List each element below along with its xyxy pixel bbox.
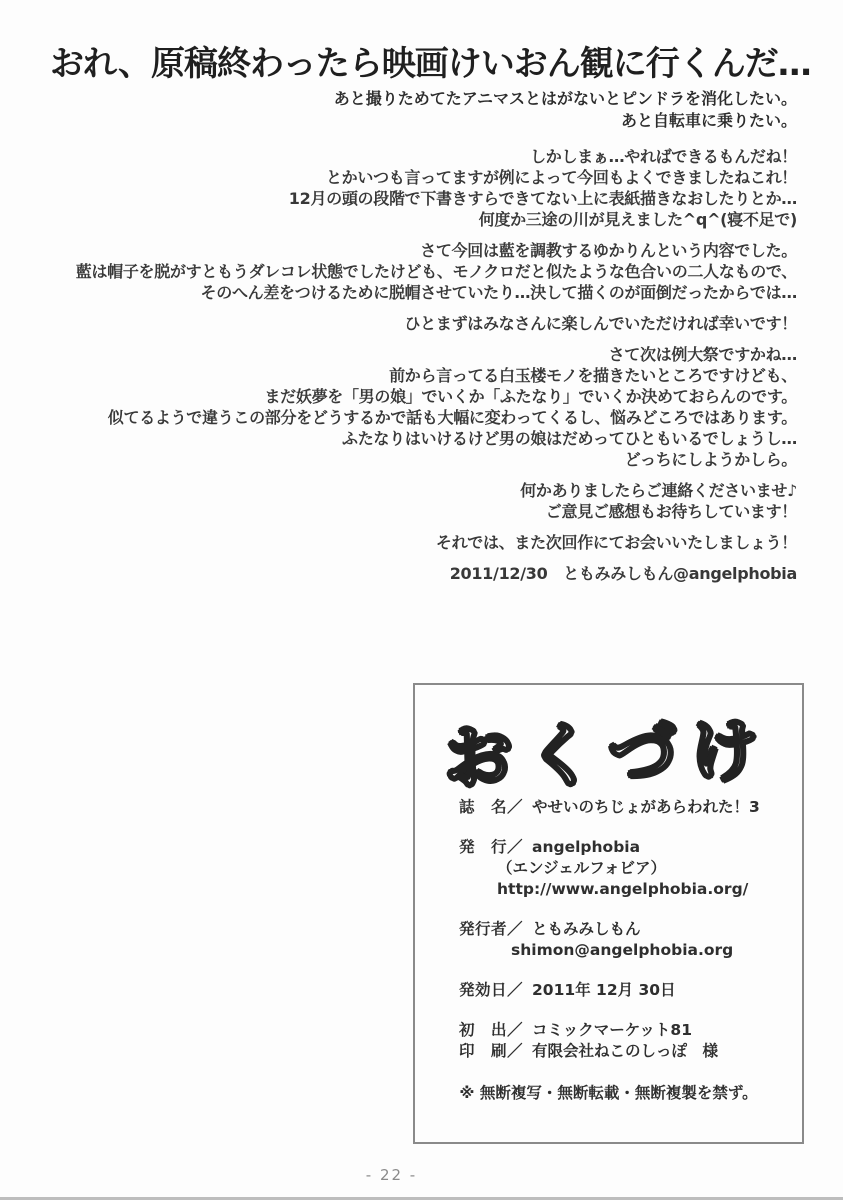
colophon-label: 発効日／	[459, 981, 524, 999]
colophon-label: 発行者／	[459, 920, 524, 938]
colophon-box	[413, 683, 804, 1144]
afterword-line: 似てるようで違うこの部分をどうするかで話も大幅に変わってくるし、悩みどころではあります。	[107, 408, 797, 427]
colophon-value: 2011年 12月 30日	[532, 981, 676, 999]
afterword-line: 藍は帽子を脱がすともうダレコレ状態でしたけども、モノクロだと似たような色合いの二人なもので、	[75, 262, 797, 281]
colophon-label: 誌 名／	[459, 798, 524, 816]
afterword-line: 何度か三途の川が見えました^q^(寝不足で)	[478, 210, 797, 229]
afterword-paragraph	[76, 313, 797, 334]
colophon-value: 有限会社ねこのしっぽ 様	[532, 1042, 719, 1060]
afterword-line: とかいつも言ってますが例によって今回もよくできましたねこれ！	[325, 168, 797, 187]
colophon-rows	[415, 797, 802, 1062]
afterword-line: 何かありましたらご連絡くださいませ♪	[520, 481, 797, 500]
afterword-line: さて次は例大祭ですかね…	[608, 345, 797, 364]
afterword-line: しかしまぁ…やればできるもんだね！	[530, 147, 797, 166]
colophon-row-hakkousha	[459, 919, 792, 940]
afterword-paragraph	[76, 532, 797, 553]
copyright-notice: ※ 無断複写・無断転載・無断複製を禁ず。	[459, 1084, 758, 1102]
afterword-line: それでは、また次回作にてお会いいたしましょう！	[435, 533, 797, 552]
colophon-value: コミックマーケット81	[532, 1021, 693, 1039]
afterword-line: ふたなりはいけるけど男の娘はだめってひともいるでしょうし…	[342, 429, 797, 448]
colophon-value: やせいのちじょがあらわれた！3	[532, 798, 760, 816]
afterword-paragraph	[76, 480, 797, 522]
colophon-title: おくづけ	[443, 711, 774, 800]
subtitle-line: あと自転車に乗りたい。	[620, 111, 797, 130]
colophon-url: http://www.angelphobia.org/	[497, 880, 749, 898]
afterword-paragraph	[76, 344, 797, 470]
afterword-line: まだ妖夢を「男の娘」でいくか「ふたなり」でいくか決めておらんのです。	[264, 387, 797, 406]
colophon-email: shimon@angelphobia.org	[511, 941, 734, 959]
colophon-value: ともみみしもん	[532, 920, 641, 938]
afterword-line: そのへん差をつけるために脱帽させていたり…決して描くのが面倒だったからでは…	[200, 283, 797, 302]
subtitle-line: あと撮りためてたアニマスとはがないとピンドラを消化したい。	[333, 89, 797, 108]
afterword-paragraph	[76, 146, 797, 230]
colophon-row-hakkou	[459, 837, 792, 858]
afterword-line: 12月の頭の段階で下書きすらできてない上に表紙描きなおしたりとか…	[288, 189, 797, 208]
colophon-row-shimei	[459, 797, 792, 818]
afterword-line: さて今回は藍を調教するゆかりんという内容でした。	[420, 241, 797, 260]
colophon-row-insatsu	[459, 1041, 792, 1062]
afterword-line: ご意見ご感想もお待ちしています！	[545, 502, 797, 521]
date-credit: 2011/12/30 ともみみしもん@angelphobia	[449, 564, 797, 583]
colophon-row-shoshutsu	[459, 1020, 792, 1041]
afterword-line: ひとまずはみなさんに楽しんでいただければ幸いです！	[404, 314, 797, 333]
colophon-value: angelphobia	[532, 838, 641, 856]
page-number: - 22 -	[365, 1166, 418, 1184]
colophon-label: 初 出／	[459, 1021, 524, 1039]
afterword-paragraph	[76, 240, 797, 303]
colophon-sub-line: （エンジェルフォビア）	[497, 859, 667, 877]
colophon-label: 印 刷／	[459, 1042, 524, 1060]
colophon-label: 発 行／	[459, 838, 524, 856]
afterword-line: 前から言ってる白玉楼モノを描きたいところですけども、	[389, 366, 797, 385]
subtitle-block	[334, 88, 797, 132]
colophon-row-hakkoubi	[459, 980, 792, 1001]
afterword-body	[76, 146, 797, 584]
page-title: おれ、原稿終わったら映画けいおん観に行くんだ…	[50, 44, 811, 84]
afterword-line: どっちにしようかしら。	[624, 450, 797, 469]
